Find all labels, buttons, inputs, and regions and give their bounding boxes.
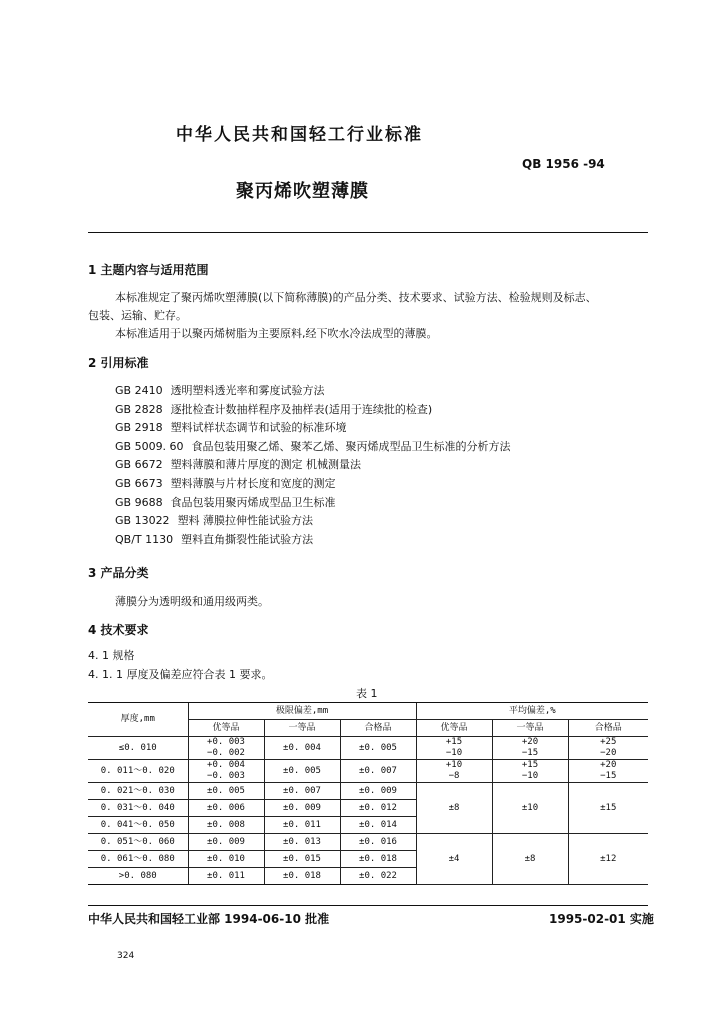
reference-item xyxy=(115,475,336,491)
section-3-paragraph: 薄膜分为透明级和通用级两类。 xyxy=(115,595,269,608)
table-cell-thickness: 0. 031～0. 040 xyxy=(88,800,188,817)
table-cell-thickness: 0. 051～0. 060 xyxy=(88,834,188,851)
table-cell: ±0. 012 xyxy=(340,800,416,817)
subsection-4-1-1: 4. 1. 1 厚度及偏差应符合表 1 要求。 xyxy=(88,668,273,681)
table-cell-merged: ±12 xyxy=(568,834,648,885)
subsection-4-1: 4. 1 规格 xyxy=(88,649,135,662)
table-header-grade: 一等品 xyxy=(492,720,568,737)
table-cell: +20 −15 xyxy=(492,737,568,760)
reference-title: 塑料试样状态调节和试验的标准环境 xyxy=(170,421,347,435)
standard-code: QB 1956 -94 xyxy=(522,157,605,171)
table-cell: ±0. 009 xyxy=(264,800,340,817)
table-cell: ±0. 007 xyxy=(340,760,416,783)
table-header-grade: 优等品 xyxy=(188,720,264,737)
approval-date: 中华人民共和国轻工业部 1994-06-10 批准 xyxy=(88,912,330,926)
page-number: 324 xyxy=(117,951,135,961)
table-cell-merged: ±8 xyxy=(416,783,492,834)
reference-title: 透明塑料透光率和雾度试验方法 xyxy=(170,384,325,397)
table-row xyxy=(88,760,648,783)
table-cell-thickness: 0. 021～0. 030 xyxy=(88,783,188,800)
reference-item xyxy=(115,494,336,510)
header-rule xyxy=(88,232,648,233)
table-cell: ±0. 010 xyxy=(188,851,264,868)
reference-item xyxy=(115,512,313,528)
table-cell-thickness: 0. 061～0. 080 xyxy=(88,851,188,868)
table-cell-merged: ±15 xyxy=(568,783,648,834)
table-cell: ±0. 007 xyxy=(264,783,340,800)
reference-title: 食品包装用聚丙烯成型品卫生标准 xyxy=(170,495,336,509)
table-cell: +10 −8 xyxy=(416,760,492,783)
table-cell: ±0. 022 xyxy=(340,868,416,885)
table-cell: ±0. 009 xyxy=(340,783,416,800)
table-cell-merged: ±8 xyxy=(492,834,568,885)
table-cell: +0. 003 −0. 002 xyxy=(188,737,264,760)
table-header-limit-deviation: 极限偏差,mm xyxy=(188,703,416,720)
table-cell: ±0. 006 xyxy=(188,800,264,817)
table-cell: ±0. 005 xyxy=(188,783,264,800)
table-row xyxy=(88,834,648,851)
table-cell: ±0. 005 xyxy=(264,760,340,783)
table-cell: +15 −10 xyxy=(492,760,568,783)
reference-item xyxy=(115,456,361,472)
table-header-grade: 优等品 xyxy=(416,720,492,737)
reference-code: GB 2828 xyxy=(115,402,163,416)
section-1-heading: 1 主题内容与适用范围 xyxy=(88,263,209,277)
reference-title: 逐批检查计数抽样程序及抽样表(适用于连续批的检查) xyxy=(170,402,433,416)
reference-title: 塑料薄膜与片材长度和宽度的测定 xyxy=(170,477,336,490)
table-header-grade: 合格品 xyxy=(568,720,648,737)
table-cell: +20 −15 xyxy=(568,760,648,783)
section-1-paragraph-1b: 包装、运输、贮存。 xyxy=(88,309,187,322)
reference-code: GB 2410 xyxy=(115,384,163,397)
issuing-organization: 中华人民共和国轻工行业标准 xyxy=(176,125,423,145)
table-cell: ±0. 004 xyxy=(264,737,340,760)
table-cell: ±0. 011 xyxy=(264,817,340,834)
reference-code: GB 9688 xyxy=(115,495,163,509)
table-cell: ±0. 016 xyxy=(340,834,416,851)
table-header-grade: 一等品 xyxy=(264,720,340,737)
table-cell: ±0. 015 xyxy=(264,851,340,868)
reference-item xyxy=(115,419,347,435)
reference-item xyxy=(115,438,511,454)
table-cell: +15 −10 xyxy=(416,737,492,760)
table-header-grade: 合格品 xyxy=(340,720,416,737)
table-header-thickness: 厚度,mm xyxy=(88,703,188,737)
table-cell-thickness: 0. 011～0. 020 xyxy=(88,760,188,783)
reference-title: 塑料直角撕裂性能试验方法 xyxy=(181,532,314,546)
table-cell: ±0. 013 xyxy=(264,834,340,851)
reference-code: GB 6673 xyxy=(115,477,163,490)
section-4-heading: 4 技术要求 xyxy=(88,623,149,637)
table-cell-thickness: >0. 080 xyxy=(88,868,188,885)
footer-rule xyxy=(88,905,648,906)
table-cell: ±0. 014 xyxy=(340,817,416,834)
reference-code: GB 13022 xyxy=(115,514,170,528)
table-cell: +0. 004 −0. 003 xyxy=(188,760,264,783)
reference-code: GB 6672 xyxy=(115,458,163,472)
table-cell: ±0. 018 xyxy=(264,868,340,885)
reference-title: 食品包装用聚乙烯、聚苯乙烯、聚丙烯成型品卫生标准的分析方法 xyxy=(191,439,511,453)
section-3-heading: 3 产品分类 xyxy=(88,566,149,580)
reference-code: GB 5009. 60 xyxy=(115,439,184,453)
reference-title: 塑料薄膜和薄片厚度的测定 机械测量法 xyxy=(170,458,362,472)
reference-title: 塑料 薄膜拉伸性能试验方法 xyxy=(177,514,314,528)
table-cell-thickness: 0. 041～0. 050 xyxy=(88,817,188,834)
reference-item xyxy=(115,382,325,398)
effective-date: 1995-02-01 实施 xyxy=(549,912,654,926)
table-cell-thickness: ≤0. 010 xyxy=(88,737,188,760)
document-title: 聚丙烯吹塑薄膜 xyxy=(236,181,369,202)
table-cell: +25 −20 xyxy=(568,737,648,760)
table-cell: ±0. 008 xyxy=(188,817,264,834)
table-row xyxy=(88,783,648,800)
table-cell-merged: ±10 xyxy=(492,783,568,834)
table-caption: 表 1 xyxy=(356,687,378,700)
table-row xyxy=(88,737,648,760)
table-header-average-deviation: 平均偏差,% xyxy=(416,703,648,720)
section-1-paragraph-1a: 本标准规定了聚丙烯吹塑薄膜(以下简称薄膜)的产品分类、技术要求、试验方法、检验规则及标志、 xyxy=(115,291,597,304)
thickness-deviation-table xyxy=(88,702,648,885)
reference-item xyxy=(115,531,313,547)
reference-code: GB 2918 xyxy=(115,421,163,435)
reference-item xyxy=(115,401,432,417)
reference-code: QB/T 1130 xyxy=(115,532,174,546)
section-1-paragraph-2: 本标准适用于以聚丙烯树脂为主要原料,经下吹水冷法成型的薄膜。 xyxy=(115,327,438,340)
table-cell: ±0. 018 xyxy=(340,851,416,868)
table-cell: ±0. 005 xyxy=(340,737,416,760)
table-cell: ±0. 011 xyxy=(188,868,264,885)
table-cell-merged: ±4 xyxy=(416,834,492,885)
section-2-heading: 2 引用标准 xyxy=(88,356,149,370)
table-cell: ±0. 009 xyxy=(188,834,264,851)
